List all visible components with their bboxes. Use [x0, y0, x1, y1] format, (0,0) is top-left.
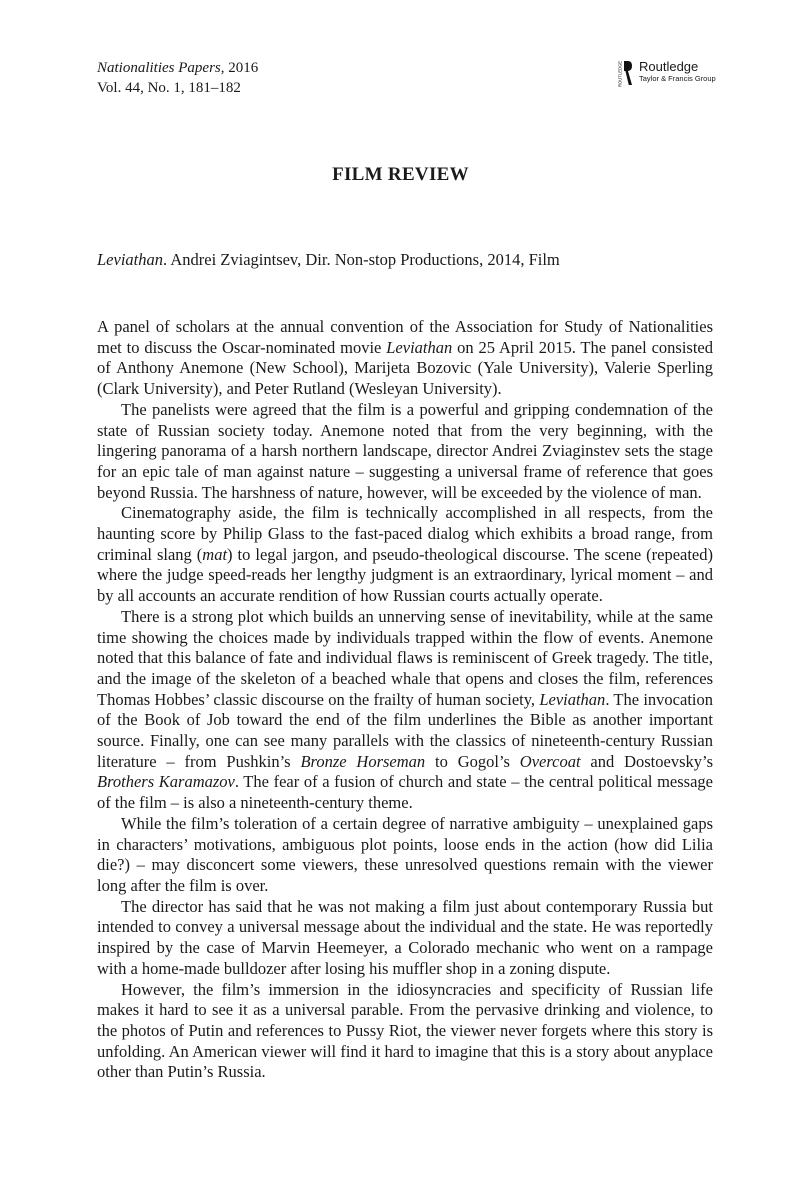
paragraph-text: . The fear of a fusion of church and state – the central political message of the film – is also a nineteenth-century theme.	[97, 772, 713, 813]
journal-year: , 2016	[220, 60, 259, 76]
italic-title: Leviathan	[386, 337, 453, 357]
journal-citation-line	[97, 58, 258, 78]
italic-term: mat	[202, 544, 228, 564]
paragraph-3	[97, 503, 713, 607]
paragraph-6: The director has said that he was not making a film just about contemporary Russia but intended to convey a universal message about the individual and the state. He was reportedly inspired by the case of Marvin Heemeyer, a Colorado mechanic who went on a rampage with a home-made bulldozer after losing his muffler shop in a zoning dispute.	[97, 896, 713, 978]
paragraph-2: The panelists were agreed that the film is a powerful and gripping condemnation of the state of Russian society today. Anemone noted that from the very beginning, with the lingering panorama of a harsh northern landscape, director Andrei Zviaginstev sets the stage for an epic tale of man against nature – suggesting a universal frame of reference that goes beyond Russia. The harshness of nature, however, will be exceeded by the violence of man.	[97, 399, 713, 502]
paragraph-text: ) to legal jargon, and pseudo-theological discourse. The scene (repeated) where the judge speed-reads her lengthy judgment is an extraordinary, lyrical moment – and by all accounts an accurate rendition of how Russian courts actually operate.	[97, 544, 714, 606]
film-citation	[97, 250, 560, 270]
section-title: FILM REVIEW	[332, 164, 469, 185]
journal-header	[97, 58, 258, 98]
paragraph-text: There is a strong plot which builds an unnerving sense of inevitability, while at the same time showing the choices made by individuals trapped within the flow of events. Anemone noted that this balance of fate and individual flaws is reminiscent of Greek tragedy. The title, and the image of the skeleton of a beached whale that opens and closes the film, references Thomas Hobbes’ classic discourse on the frailty of human society,	[97, 606, 713, 709]
journal-volume: Vol. 44, No. 1, 181–182	[97, 80, 241, 96]
article-body	[97, 317, 713, 1083]
paragraph-text: Cinematography aside, the film is technically accomplished in all respects, from the haunting score by Philip Glass to the fast-paced dialog which exhibits a broad range, from criminal slang (	[97, 503, 713, 564]
film-title: Leviathan	[97, 250, 163, 269]
italic-title: Bronze Horseman	[300, 751, 426, 771]
publisher-name: Routledge	[639, 59, 699, 74]
routledge-logo-spine-text: ROUTLEDGE	[617, 60, 623, 87]
routledge-logo-icon	[617, 58, 633, 88]
paragraph-text: . The invocation of the Book of Job toward the end of the film underlines the Bible as another important source. Finally, one can see many parallels with the classics of nineteenth-century Russian literature – from Pushkin’s	[97, 689, 713, 771]
paragraph-5: While the film’s toleration of a certain degree of narrative ambiguity – unexplained gaps in characters’ motivations, ambiguous plot points, loose ends in the action (how did Lilia die?) – may disconcert some viewers, these unresolved questions remain with the viewer long after the film is over.	[97, 813, 713, 895]
italic-title: Brothers Karamazov	[97, 772, 235, 792]
paragraph-1	[97, 317, 713, 400]
italic-title: Overcoat	[519, 751, 581, 771]
italic-title: Leviathan	[539, 689, 606, 709]
journal-name: Nationalities Papers	[97, 60, 221, 76]
paragraph-text: and Dostoevsky’s	[580, 751, 714, 771]
paragraph-7: However, the film’s immersion in the idiosyncracies and specificity of Russian life makes it hard to see it as a universal parable. From the pervasive drinking and violence, to the photos of Putin and references to Pussy Riot, the viewer never forgets where this story is unfolding. An American viewer will find it hard to imagine that this is a story about anyplace other than Putin’s Russia.	[97, 979, 713, 1082]
paragraph-4	[97, 607, 713, 814]
publisher-logo	[617, 58, 716, 88]
publisher-group: Taylor & Francis Group	[639, 74, 716, 83]
paragraph-text: to Gogol’s	[425, 751, 520, 771]
paragraph-text: on 25 April 2015. The panel consisted of Anthony Anemone (New School), Marijeta Bozovic (Yale University), Valerie Sperling (Clark University), and Peter Rutland (Wesleyan University).	[97, 337, 713, 399]
paragraph-text: A panel of scholars at the annual convention of the Association for Study of Nationalities met to discuss the Oscar-nominated movie	[97, 317, 713, 357]
film-details: . Andrei Zviagintsev, Dir. Non-stop Productions, 2014, Film	[163, 250, 560, 269]
